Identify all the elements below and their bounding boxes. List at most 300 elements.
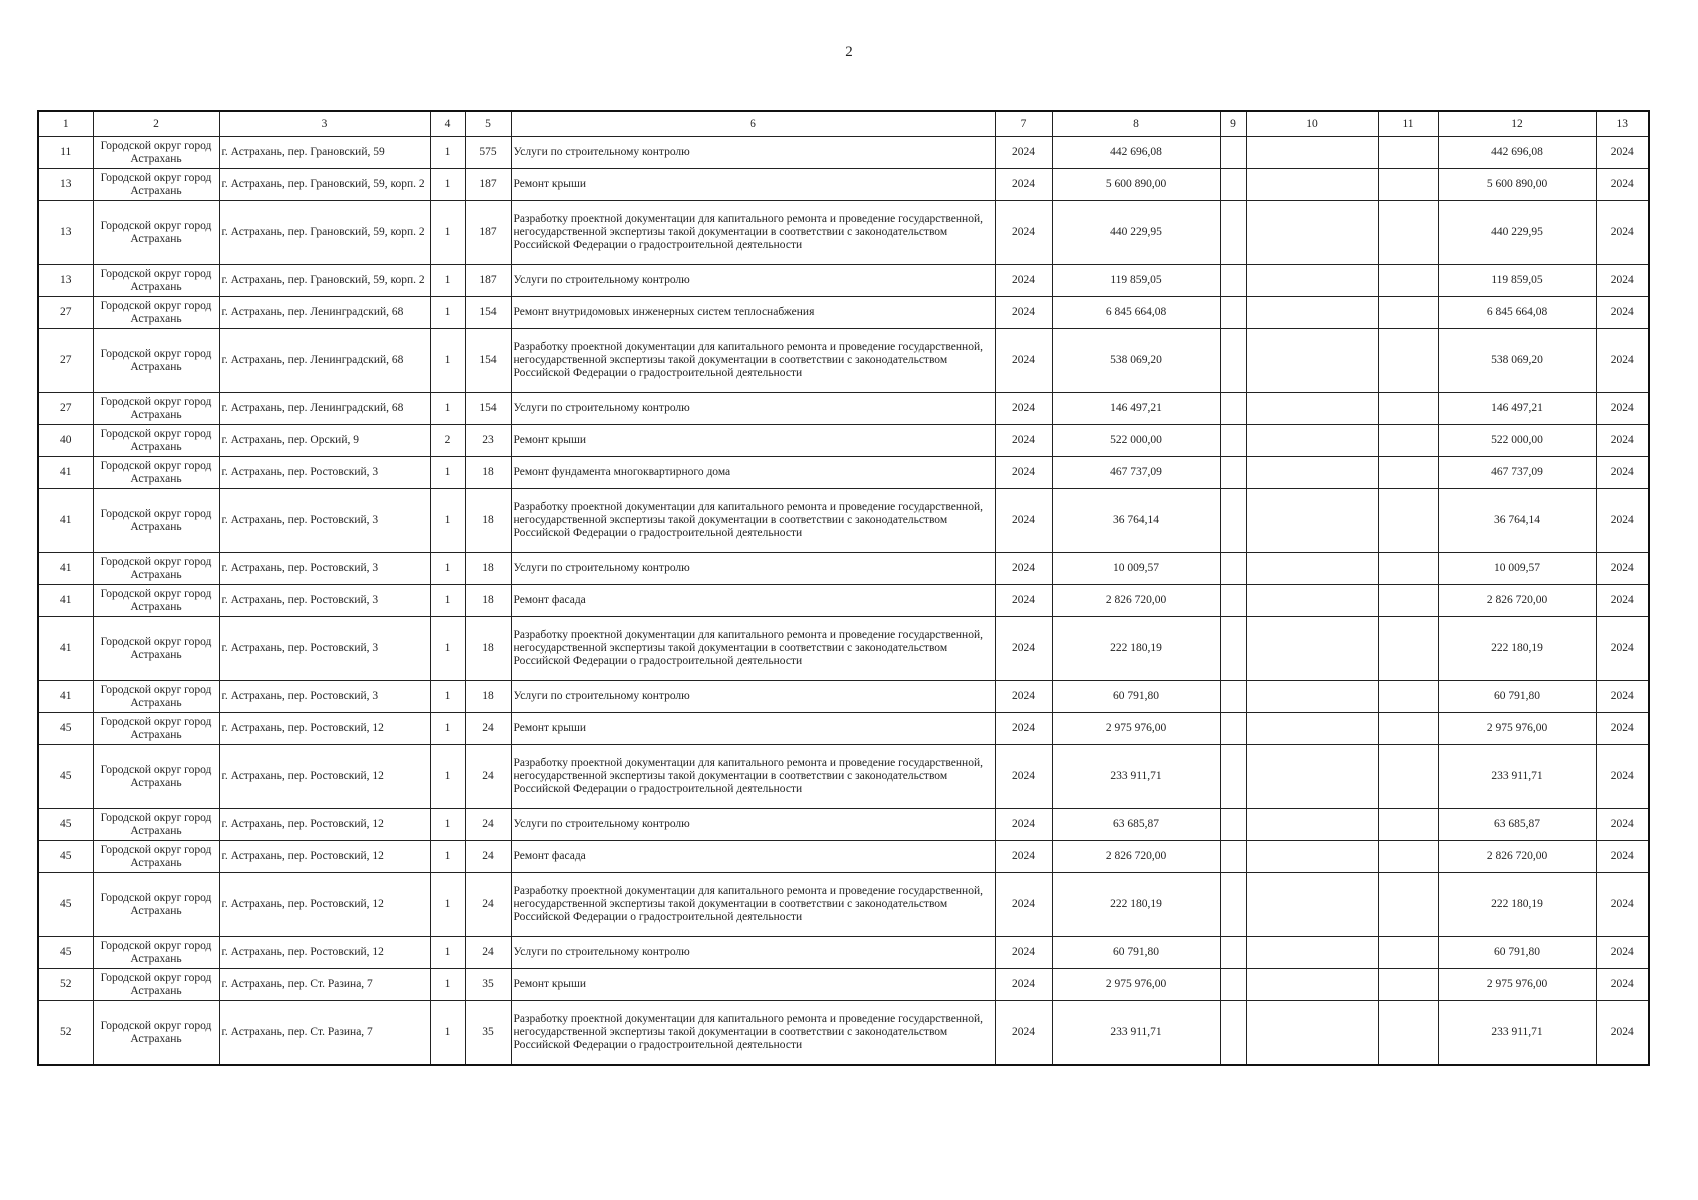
cell-year: 2024 [995, 329, 1052, 393]
cell-col10 [1246, 553, 1378, 585]
table-row [38, 873, 1649, 937]
cell-year: 2024 [995, 553, 1052, 585]
table-row [38, 329, 1649, 393]
cell-municipality: Городской округ город Астрахань [93, 1001, 219, 1066]
column-header-6: 6 [511, 111, 995, 137]
cell-work-type: Услуги по строительному контролю [511, 937, 995, 969]
cell-col10 [1246, 937, 1378, 969]
cell-work-type: Услуги по строительному контролю [511, 393, 995, 425]
cell-year-end: 2024 [1596, 681, 1649, 713]
cell-col10 [1246, 745, 1378, 809]
cell-col5: 154 [465, 393, 511, 425]
cell-work-type: Разработку проектной документации для капитального ремонта и проведение государственной, негосударственной экспертизы такой документации в соответствии с законодательством Российской Федерации о градостроительной деятельности [511, 329, 995, 393]
cell-cost: 60 791,80 [1052, 937, 1220, 969]
cell-col9 [1220, 585, 1246, 617]
column-header-10: 10 [1246, 111, 1378, 137]
cell-municipality: Городской округ город Астрахань [93, 937, 219, 969]
cell-col5: 154 [465, 297, 511, 329]
cell-col11 [1378, 745, 1438, 809]
cell-year: 2024 [995, 169, 1052, 201]
cell-col4: 1 [430, 393, 465, 425]
cell-work-type: Ремонт крыши [511, 713, 995, 745]
cell-col9 [1220, 201, 1246, 265]
cell-col10 [1246, 841, 1378, 873]
cell-col11 [1378, 873, 1438, 937]
cell-col5: 18 [465, 681, 511, 713]
cell-year: 2024 [995, 937, 1052, 969]
cell-col5: 18 [465, 489, 511, 553]
column-header-8: 8 [1052, 111, 1220, 137]
table-row [38, 457, 1649, 489]
table-row [38, 425, 1649, 457]
table-row [38, 169, 1649, 201]
column-header-5: 5 [465, 111, 511, 137]
cell-year: 2024 [995, 265, 1052, 297]
cell-address: г. Астрахань, пер. Грановский, 59, корп. 2 [219, 201, 430, 265]
cell-year-end: 2024 [1596, 201, 1649, 265]
cell-col9 [1220, 841, 1246, 873]
table-row [38, 841, 1649, 873]
cell-col10 [1246, 713, 1378, 745]
cell-total: 6 845 664,08 [1438, 297, 1596, 329]
cell-number: 27 [38, 297, 93, 329]
cell-col4: 1 [430, 617, 465, 681]
cell-year-end: 2024 [1596, 169, 1649, 201]
cell-cost: 2 975 976,00 [1052, 713, 1220, 745]
capital-repair-table [37, 110, 1650, 1066]
cell-year-end: 2024 [1596, 329, 1649, 393]
cell-total: 2 975 976,00 [1438, 969, 1596, 1001]
cell-col4: 1 [430, 841, 465, 873]
cell-address: г. Астрахань, пер. Ростовский, 3 [219, 585, 430, 617]
cell-col5: 154 [465, 329, 511, 393]
cell-number: 45 [38, 745, 93, 809]
cell-col10 [1246, 393, 1378, 425]
cell-total: 146 497,21 [1438, 393, 1596, 425]
cell-col4: 1 [430, 201, 465, 265]
cell-col10 [1246, 425, 1378, 457]
cell-municipality: Городской округ город Астрахань [93, 425, 219, 457]
cell-total: 2 826 720,00 [1438, 841, 1596, 873]
cell-col4: 1 [430, 969, 465, 1001]
cell-cost: 440 229,95 [1052, 201, 1220, 265]
table-row [38, 393, 1649, 425]
cell-year: 2024 [995, 489, 1052, 553]
cell-address: г. Астрахань, пер. Ростовский, 3 [219, 553, 430, 585]
table-header [38, 111, 1649, 137]
cell-col10 [1246, 297, 1378, 329]
cell-year-end: 2024 [1596, 745, 1649, 809]
cell-col10 [1246, 1001, 1378, 1066]
cell-municipality: Городской округ город Астрахань [93, 169, 219, 201]
cell-work-type: Разработку проектной документации для капитального ремонта и проведение государственной, негосударственной экспертизы такой документации в соответствии с законодательством Российской Федерации о градостроительной деятельности [511, 201, 995, 265]
cell-col10 [1246, 969, 1378, 1001]
cell-number: 52 [38, 1001, 93, 1066]
cell-work-type: Ремонт фасада [511, 585, 995, 617]
cell-cost: 119 859,05 [1052, 265, 1220, 297]
cell-address: г. Астрахань, пер. Ленинградский, 68 [219, 393, 430, 425]
cell-cost: 2 975 976,00 [1052, 969, 1220, 1001]
cell-address: г. Астрахань, пер. Ленинградский, 68 [219, 329, 430, 393]
cell-col10 [1246, 681, 1378, 713]
cell-year-end: 2024 [1596, 265, 1649, 297]
cell-year-end: 2024 [1596, 969, 1649, 1001]
cell-municipality: Городской округ город Астрахань [93, 393, 219, 425]
table-row [38, 297, 1649, 329]
cell-municipality: Городской округ город Астрахань [93, 265, 219, 297]
cell-number: 40 [38, 425, 93, 457]
cell-col10 [1246, 585, 1378, 617]
cell-col11 [1378, 969, 1438, 1001]
cell-total: 2 826 720,00 [1438, 585, 1596, 617]
cell-year-end: 2024 [1596, 809, 1649, 841]
cell-col5: 24 [465, 713, 511, 745]
cell-col9 [1220, 553, 1246, 585]
cell-number: 41 [38, 585, 93, 617]
cell-col11 [1378, 425, 1438, 457]
cell-address: г. Астрахань, пер. Ст. Разина, 7 [219, 1001, 430, 1066]
cell-col11 [1378, 681, 1438, 713]
cell-col5: 35 [465, 1001, 511, 1066]
cell-col5: 24 [465, 809, 511, 841]
cell-year-end: 2024 [1596, 617, 1649, 681]
cell-year: 2024 [995, 873, 1052, 937]
page-number: 2 [845, 44, 853, 60]
cell-number: 41 [38, 489, 93, 553]
cell-number: 11 [38, 137, 93, 169]
cell-work-type: Услуги по строительному контролю [511, 137, 995, 169]
cell-col10 [1246, 329, 1378, 393]
cell-col9 [1220, 969, 1246, 1001]
cell-address: г. Астрахань, пер. Ростовский, 12 [219, 745, 430, 809]
cell-col11 [1378, 265, 1438, 297]
cell-total: 467 737,09 [1438, 457, 1596, 489]
column-header-2: 2 [93, 111, 219, 137]
cell-municipality: Городской округ город Астрахань [93, 617, 219, 681]
cell-col4: 1 [430, 169, 465, 201]
cell-year: 2024 [995, 713, 1052, 745]
cell-year: 2024 [995, 137, 1052, 169]
cell-number: 13 [38, 169, 93, 201]
cell-col11 [1378, 553, 1438, 585]
cell-number: 41 [38, 617, 93, 681]
table-row [38, 489, 1649, 553]
cell-work-type: Услуги по строительному контролю [511, 553, 995, 585]
cell-col4: 1 [430, 873, 465, 937]
table-row [38, 265, 1649, 297]
cell-work-type: Ремонт крыши [511, 169, 995, 201]
cell-number: 27 [38, 329, 93, 393]
cell-total: 63 685,87 [1438, 809, 1596, 841]
cell-col11 [1378, 1001, 1438, 1066]
cell-address: г. Астрахань, пер. Ростовский, 3 [219, 457, 430, 489]
cell-col4: 1 [430, 585, 465, 617]
cell-work-type: Услуги по строительному контролю [511, 681, 995, 713]
cell-total: 60 791,80 [1438, 681, 1596, 713]
cell-number: 45 [38, 809, 93, 841]
cell-year-end: 2024 [1596, 585, 1649, 617]
cell-col5: 575 [465, 137, 511, 169]
cell-municipality: Городской округ город Астрахань [93, 681, 219, 713]
cell-col4: 1 [430, 457, 465, 489]
cell-col5: 18 [465, 553, 511, 585]
cell-col4: 1 [430, 745, 465, 809]
cell-number: 45 [38, 713, 93, 745]
table-row [38, 617, 1649, 681]
cell-cost: 10 009,57 [1052, 553, 1220, 585]
cell-col9 [1220, 937, 1246, 969]
cell-number: 45 [38, 937, 93, 969]
cell-col5: 18 [465, 457, 511, 489]
cell-col11 [1378, 713, 1438, 745]
table-row [38, 745, 1649, 809]
cell-address: г. Астрахань, пер. Ростовский, 12 [219, 937, 430, 969]
cell-address: г. Астрахань, пер. Ст. Разина, 7 [219, 969, 430, 1001]
cell-address: г. Астрахань, пер. Ростовский, 12 [219, 809, 430, 841]
cell-total: 2 975 976,00 [1438, 713, 1596, 745]
cell-col4: 1 [430, 329, 465, 393]
cell-col5: 23 [465, 425, 511, 457]
table-row [38, 713, 1649, 745]
cell-year-end: 2024 [1596, 457, 1649, 489]
cell-municipality: Городской округ город Астрахань [93, 969, 219, 1001]
cell-col10 [1246, 809, 1378, 841]
cell-col9 [1220, 873, 1246, 937]
cell-cost: 222 180,19 [1052, 873, 1220, 937]
cell-col11 [1378, 937, 1438, 969]
cell-municipality: Городской округ город Астрахань [93, 873, 219, 937]
cell-col9 [1220, 681, 1246, 713]
cell-col5: 24 [465, 841, 511, 873]
cell-col11 [1378, 489, 1438, 553]
cell-col4: 2 [430, 425, 465, 457]
cell-municipality: Городской округ город Астрахань [93, 745, 219, 809]
table-row [38, 585, 1649, 617]
cell-year: 2024 [995, 809, 1052, 841]
cell-year-end: 2024 [1596, 873, 1649, 937]
cell-address: г. Астрахань, пер. Ленинградский, 68 [219, 297, 430, 329]
cell-col10 [1246, 457, 1378, 489]
cell-cost: 2 826 720,00 [1052, 585, 1220, 617]
cell-municipality: Городской округ город Астрахань [93, 585, 219, 617]
cell-year-end: 2024 [1596, 937, 1649, 969]
cell-total: 119 859,05 [1438, 265, 1596, 297]
cell-col5: 24 [465, 745, 511, 809]
cell-year: 2024 [995, 617, 1052, 681]
cell-year-end: 2024 [1596, 393, 1649, 425]
cell-cost: 36 764,14 [1052, 489, 1220, 553]
cell-col4: 1 [430, 553, 465, 585]
cell-municipality: Городской округ город Астрахань [93, 841, 219, 873]
table-row [38, 969, 1649, 1001]
cell-municipality: Городской округ город Астрахань [93, 713, 219, 745]
cell-cost: 146 497,21 [1052, 393, 1220, 425]
cell-number: 27 [38, 393, 93, 425]
cell-col4: 1 [430, 809, 465, 841]
table-row [38, 553, 1649, 585]
cell-work-type: Разработку проектной документации для капитального ремонта и проведение государственной, негосударственной экспертизы такой документации в соответствии с законодательством Российской Федерации о градостроительной деятельности [511, 617, 995, 681]
column-header-3: 3 [219, 111, 430, 137]
cell-col9 [1220, 809, 1246, 841]
cell-municipality: Городской округ город Астрахань [93, 457, 219, 489]
cell-total: 440 229,95 [1438, 201, 1596, 265]
cell-total: 36 764,14 [1438, 489, 1596, 553]
cell-col11 [1378, 329, 1438, 393]
cell-year: 2024 [995, 425, 1052, 457]
cell-total: 442 696,08 [1438, 137, 1596, 169]
cell-col11 [1378, 585, 1438, 617]
cell-col11 [1378, 809, 1438, 841]
cell-number: 45 [38, 841, 93, 873]
cell-address: г. Астрахань, пер. Ростовский, 3 [219, 489, 430, 553]
cell-col9 [1220, 297, 1246, 329]
cell-col5: 18 [465, 585, 511, 617]
cell-col5: 187 [465, 169, 511, 201]
cell-address: г. Астрахань, пер. Грановский, 59 [219, 137, 430, 169]
cell-cost: 63 685,87 [1052, 809, 1220, 841]
cell-col10 [1246, 489, 1378, 553]
cell-col9 [1220, 457, 1246, 489]
cell-work-type: Услуги по строительному контролю [511, 265, 995, 297]
table-row [38, 137, 1649, 169]
cell-address: г. Астрахань, пер. Ростовский, 12 [219, 713, 430, 745]
cell-col9 [1220, 745, 1246, 809]
table-body [38, 137, 1649, 1066]
cell-cost: 522 000,00 [1052, 425, 1220, 457]
column-header-7: 7 [995, 111, 1052, 137]
column-header-1: 1 [38, 111, 93, 137]
cell-col5: 187 [465, 201, 511, 265]
table-row [38, 201, 1649, 265]
table-row [38, 937, 1649, 969]
cell-address: г. Астрахань, пер. Ростовский, 12 [219, 841, 430, 873]
cell-col10 [1246, 873, 1378, 937]
column-header-4: 4 [430, 111, 465, 137]
cell-year: 2024 [995, 457, 1052, 489]
cell-municipality: Городской округ город Астрахань [93, 553, 219, 585]
cell-col11 [1378, 393, 1438, 425]
cell-year-end: 2024 [1596, 425, 1649, 457]
cell-work-type: Ремонт фундамента многоквартирного дома [511, 457, 995, 489]
cell-col10 [1246, 137, 1378, 169]
cell-year: 2024 [995, 297, 1052, 329]
cell-col11 [1378, 297, 1438, 329]
cell-year: 2024 [995, 393, 1052, 425]
column-header-11: 11 [1378, 111, 1438, 137]
cell-municipality: Городской округ город Астрахань [93, 329, 219, 393]
cell-col4: 1 [430, 265, 465, 297]
cell-col4: 1 [430, 713, 465, 745]
cell-col9 [1220, 329, 1246, 393]
cell-col5: 187 [465, 265, 511, 297]
cell-number: 13 [38, 265, 93, 297]
cell-col10 [1246, 265, 1378, 297]
column-header-12: 12 [1438, 111, 1596, 137]
cell-municipality: Городской округ город Астрахань [93, 809, 219, 841]
cell-col11 [1378, 169, 1438, 201]
cell-year: 2024 [995, 841, 1052, 873]
cell-work-type: Услуги по строительному контролю [511, 809, 995, 841]
cell-col9 [1220, 713, 1246, 745]
column-header-9: 9 [1220, 111, 1246, 137]
cell-work-type: Ремонт крыши [511, 969, 995, 1001]
cell-total: 233 911,71 [1438, 1001, 1596, 1066]
cell-col9 [1220, 265, 1246, 297]
cell-work-type: Разработку проектной документации для капитального ремонта и проведение государственной, негосударственной экспертизы такой документации в соответствии с законодательством Российской Федерации о градостроительной деятельности [511, 873, 995, 937]
cell-cost: 442 696,08 [1052, 137, 1220, 169]
cell-col4: 1 [430, 937, 465, 969]
cell-address: г. Астрахань, пер. Ростовский, 12 [219, 873, 430, 937]
cell-col9 [1220, 617, 1246, 681]
cell-year: 2024 [995, 585, 1052, 617]
cell-address: г. Астрахань, пер. Грановский, 59, корп. 2 [219, 265, 430, 297]
cell-col5: 24 [465, 937, 511, 969]
cell-number: 41 [38, 553, 93, 585]
cell-cost: 467 737,09 [1052, 457, 1220, 489]
cell-municipality: Городской округ город Астрахань [93, 201, 219, 265]
cell-year: 2024 [995, 1001, 1052, 1066]
header-row [38, 111, 1649, 137]
cell-col10 [1246, 201, 1378, 265]
cell-number: 45 [38, 873, 93, 937]
cell-col5: 24 [465, 873, 511, 937]
cell-address: г. Астрахань, пер. Ростовский, 3 [219, 617, 430, 681]
cell-total: 522 000,00 [1438, 425, 1596, 457]
cell-year-end: 2024 [1596, 489, 1649, 553]
cell-total: 222 180,19 [1438, 873, 1596, 937]
cell-col9 [1220, 137, 1246, 169]
cell-work-type: Разработку проектной документации для капитального ремонта и проведение государственной, негосударственной экспертизы такой документации в соответствии с законодательством Российской Федерации о градостроительной деятельности [511, 489, 995, 553]
cell-col9 [1220, 425, 1246, 457]
cell-year: 2024 [995, 745, 1052, 809]
cell-cost: 60 791,80 [1052, 681, 1220, 713]
cell-address: г. Астрахань, пер. Орский, 9 [219, 425, 430, 457]
cell-cost: 6 845 664,08 [1052, 297, 1220, 329]
cell-year: 2024 [995, 969, 1052, 1001]
cell-municipality: Городской округ город Астрахань [93, 137, 219, 169]
cell-col9 [1220, 169, 1246, 201]
cell-work-type: Разработку проектной документации для капитального ремонта и проведение государственной, негосударственной экспертизы такой документации в соответствии с законодательством Российской Федерации о градостроительной деятельности [511, 1001, 995, 1066]
cell-col4: 1 [430, 137, 465, 169]
cell-col4: 1 [430, 1001, 465, 1066]
cell-work-type: Ремонт крыши [511, 425, 995, 457]
cell-total: 10 009,57 [1438, 553, 1596, 585]
cell-year-end: 2024 [1596, 297, 1649, 329]
table-row [38, 809, 1649, 841]
cell-total: 233 911,71 [1438, 745, 1596, 809]
column-header-13: 13 [1596, 111, 1649, 137]
cell-total: 538 069,20 [1438, 329, 1596, 393]
cell-work-type: Разработку проектной документации для капитального ремонта и проведение государственной, негосударственной экспертизы такой документации в соответствии с законодательством Российской Федерации о градостроительной деятельности [511, 745, 995, 809]
cell-col5: 35 [465, 969, 511, 1001]
cell-cost: 2 826 720,00 [1052, 841, 1220, 873]
cell-address: г. Астрахань, пер. Грановский, 59, корп. 2 [219, 169, 430, 201]
cell-year-end: 2024 [1596, 137, 1649, 169]
cell-total: 60 791,80 [1438, 937, 1596, 969]
cell-col4: 1 [430, 681, 465, 713]
cell-col5: 18 [465, 617, 511, 681]
cell-year: 2024 [995, 681, 1052, 713]
cell-work-type: Ремонт внутридомовых инженерных систем теплоснабжения [511, 297, 995, 329]
cell-year-end: 2024 [1596, 713, 1649, 745]
cell-col10 [1246, 617, 1378, 681]
cell-cost: 222 180,19 [1052, 617, 1220, 681]
cell-cost: 233 911,71 [1052, 745, 1220, 809]
cell-col11 [1378, 457, 1438, 489]
cell-col9 [1220, 489, 1246, 553]
cell-year-end: 2024 [1596, 553, 1649, 585]
cell-col11 [1378, 201, 1438, 265]
